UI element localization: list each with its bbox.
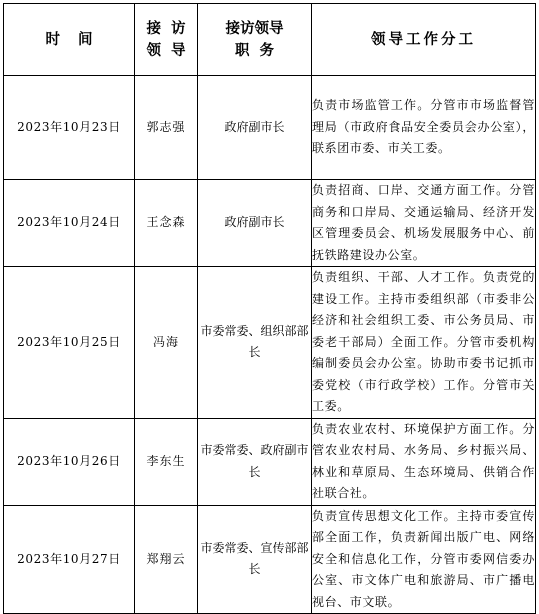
header-time — [4, 4, 135, 76]
header-duties — [312, 4, 536, 76]
row-title: 市委常委、政府副市长 — [198, 418, 312, 505]
row-title: 政府副市长 — [198, 180, 312, 267]
row-leader: 冯海 — [135, 267, 198, 419]
table-row — [4, 418, 536, 505]
row-date: 2023年10月25日 — [4, 267, 135, 419]
table-body — [4, 76, 536, 614]
header-leader — [135, 4, 198, 76]
row-leader: 郭志强 — [135, 76, 198, 180]
row-duties: 负责市场监管工作。分管市市场监督管理局（市政府食品安全委员会办公室），联系团市委、市关工委。 — [312, 76, 536, 180]
row-date: 2023年10月23日 — [4, 76, 135, 180]
row-leader: 郑翔云 — [135, 505, 198, 614]
row-duties: 负责组织、干部、人才工作。负责党的建设工作。主持市委组织部（市委非公经济和社会组织工委、市公务员局、市委老干部局）全面工作。分管市委机构编制委员会办公室。协助市委书记抓市委党校（市行政学校）工作。分管市关工委。 — [312, 267, 536, 419]
table-header — [4, 4, 536, 76]
header-leader-line2: 领导 — [146, 42, 196, 59]
table-row — [4, 505, 536, 614]
header-title-line2: 职务 — [235, 42, 284, 59]
row-title: 市委常委、宣传部部长 — [198, 505, 312, 614]
row-date: 2023年10月27日 — [4, 505, 135, 614]
row-title: 政府副市长 — [198, 76, 312, 180]
table-row — [4, 180, 536, 267]
header-row — [4, 4, 536, 76]
row-title: 市委常委、组织部部长 — [198, 267, 312, 419]
header-duties-label: 领导工作分工 — [371, 31, 476, 48]
row-duties: 负责农业农村、环境保护方面工作。分管农业农村局、水务局、乡村振兴局、林业和草原局、生态环境局、供销合作社联合社。 — [312, 418, 536, 505]
table-row — [4, 76, 536, 180]
row-leader: 王念森 — [135, 180, 198, 267]
row-duties: 负责招商、口岸、交通方面工作。分管商务和口岸局、交通运输局、经济开发区管理委员会、机场发展服务中心、前抚铁路建设办公室。 — [312, 180, 536, 267]
row-leader: 李东生 — [135, 418, 198, 505]
header-title-line1: 接访领导 — [225, 20, 284, 37]
header-leader-line1: 接访 — [146, 20, 196, 37]
table-row — [4, 267, 536, 419]
header-time-label: 时间 — [45, 31, 111, 48]
row-date: 2023年10月24日 — [4, 180, 135, 267]
row-duties: 负责宣传思想文化工作。主持市委宣传部全面工作，负责新闻出版广电、网络安全和信息化工作，分管市委网信委办公室、市文体广电和旅游局、市广播电视台、市文联。 — [312, 505, 536, 614]
leader-reception-schedule-table — [3, 3, 536, 614]
header-title — [198, 4, 312, 76]
row-date: 2023年10月26日 — [4, 418, 135, 505]
